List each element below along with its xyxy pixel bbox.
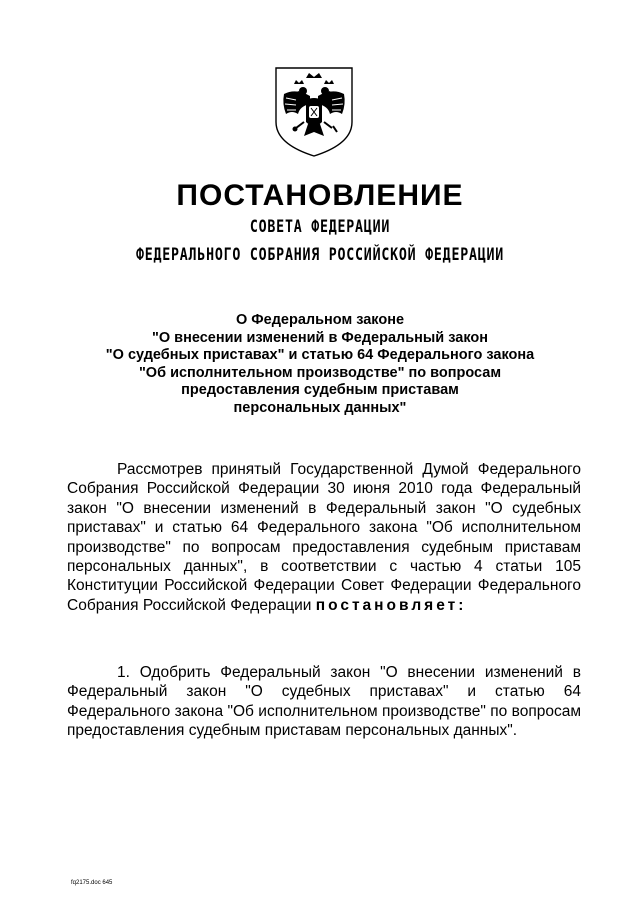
subject-line: О Федеральном законе bbox=[235, 312, 405, 328]
subject-line: персональных данных" bbox=[233, 399, 407, 416]
subject-line: предоставления судебным приставам bbox=[181, 382, 459, 398]
subject-line: "О судебных приставах" и статью 64 Федерального закона bbox=[105, 347, 535, 363]
preamble-text: Рассмотрев принятый Государственной Думой Федерального Собрания Российской Федерации 30 июня 2010 года Федеральный закон "О внесении изменений в Федеральный закон "О судебных приставах" и статью 64 Федерального закона "Об исполнительном производстве" по вопросам предоставления судебным приставам персональных данных", в соответствии с частью 4 статьи 105 Конституции Российской Федерации Совет Федерации Федерального Собрания Российской Федерации bbox=[67, 461, 581, 614]
file-reference: fq2175.doc 645 bbox=[71, 880, 113, 886]
document-title: ПОСТАНОВЛЕНИЕ bbox=[176, 179, 464, 212]
subject-line: "Об исполнительном производстве" по вопросам bbox=[138, 364, 502, 381]
issuing-body-line1: СОВЕТА ФЕДЕРАЦИИ bbox=[249, 217, 391, 237]
coat-of-arms-emblem-icon bbox=[270, 64, 358, 158]
decree-word: постановляет: bbox=[315, 596, 467, 614]
subject-line: "О внесении изменений в Федеральный закон bbox=[152, 329, 488, 346]
document-subject bbox=[60, 312, 580, 417]
issuing-body-line2: ФЕДЕРАЛЬНОГО СОБРАНИЯ РОССИЙСКОЙ ФЕДЕРАЦИИ bbox=[135, 245, 505, 265]
resolution-item-1: 1. Одобрить Федеральный закон "О внесении изменений в Федеральный закон "О судебных приставах" и статью 64 Федерального закона "Об исполнительном производстве" по вопросам предоставления судебным приставам персональных данных". bbox=[67, 664, 581, 740]
preamble-paragraph bbox=[67, 460, 581, 615]
